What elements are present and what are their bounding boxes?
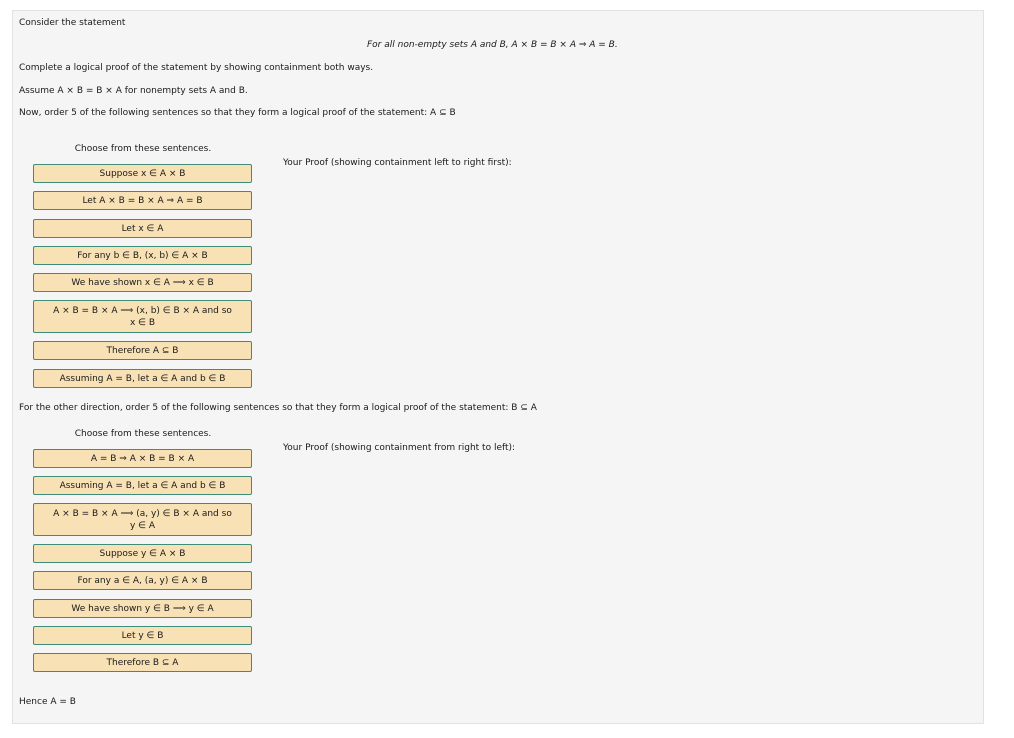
sentence-card[interactable] bbox=[33, 300, 252, 333]
sentence-card[interactable] bbox=[33, 626, 252, 645]
proof-label-2: Your Proof (showing containment from right to left): bbox=[283, 443, 516, 453]
card-text: y ∈ A bbox=[129, 520, 156, 531]
sentence-card[interactable] bbox=[33, 246, 252, 265]
card-text: Let x ∈ A bbox=[121, 223, 164, 234]
statement-text: For all non-empty sets A and B, A × B = B × A ⇒ A = B. bbox=[367, 40, 618, 50]
card-text: Assuming A = B, let a ∈ A and b ∈ B bbox=[59, 373, 226, 384]
consider-text: Consider the statement bbox=[19, 18, 126, 28]
choose-label-2: Choose from these sentences. bbox=[74, 429, 212, 439]
card-text: Assuming A = B, let a ∈ A and b ∈ B bbox=[59, 480, 226, 491]
card-text: We have shown x ∈ A ⟹ x ∈ B bbox=[71, 277, 214, 288]
sentence-card[interactable] bbox=[33, 599, 252, 618]
sentence-card[interactable] bbox=[33, 571, 252, 590]
card-text: x ∈ B bbox=[129, 317, 156, 328]
card-text: Let A × B = B × A ⇒ A = B bbox=[82, 195, 203, 206]
order-instruction-second: For the other direction, order 5 of the following sentences so that they form a logical proof of the statement: B ⊆ A bbox=[19, 403, 537, 413]
card-text: For any b ∈ B, (x, b) ∈ A × B bbox=[77, 250, 208, 261]
order-instruction-first: Now, order 5 of the following sentences so that they form a logical proof of the statement: A ⊆ B bbox=[19, 108, 456, 118]
card-text: Suppose x ∈ A × B bbox=[99, 168, 186, 179]
sentence-card[interactable] bbox=[33, 653, 252, 672]
card-text: A × B = B × A ⟹ (a, y) ∈ B × A and so bbox=[53, 508, 232, 519]
proof-drop-zone-2[interactable] bbox=[283, 442, 543, 642]
conclusion-text: Hence A = B bbox=[19, 697, 76, 707]
card-text: Let y ∈ B bbox=[121, 630, 164, 641]
sentence-card[interactable] bbox=[33, 341, 252, 360]
choose-label-1: Choose from these sentences. bbox=[74, 144, 212, 154]
assume-text: Assume A × B = B × A for nonempty sets A and B. bbox=[19, 86, 248, 96]
sentence-card[interactable] bbox=[33, 503, 252, 536]
sentence-card[interactable] bbox=[33, 164, 252, 183]
card-text: A = B ⇒ A × B = B × A bbox=[90, 453, 195, 464]
card-text: Suppose y ∈ A × B bbox=[99, 548, 186, 559]
sentence-card[interactable] bbox=[33, 544, 252, 563]
sentence-card[interactable] bbox=[33, 449, 252, 468]
complete-instruction: Complete a logical proof of the statement by showing containment both ways. bbox=[19, 63, 374, 73]
card-text: A × B = B × A ⟹ (x, b) ∈ B × A and so bbox=[53, 305, 232, 316]
proof-drop-zone-1[interactable] bbox=[283, 157, 543, 357]
sentence-card[interactable] bbox=[33, 191, 252, 210]
card-text: Therefore A ⊆ B bbox=[106, 345, 179, 356]
card-text: We have shown y ∈ B ⟹ y ∈ A bbox=[71, 603, 214, 614]
proof-label-1: Your Proof (showing containment left to right first): bbox=[283, 158, 512, 168]
card-text: For any a ∈ A, (a, y) ∈ A × B bbox=[77, 575, 208, 586]
sentence-card[interactable] bbox=[33, 369, 252, 388]
sentence-card[interactable] bbox=[33, 219, 252, 238]
sentence-card[interactable] bbox=[33, 476, 252, 495]
question-panel bbox=[12, 10, 984, 724]
card-text: Therefore B ⊆ A bbox=[106, 657, 179, 668]
sentence-card[interactable] bbox=[33, 273, 252, 292]
